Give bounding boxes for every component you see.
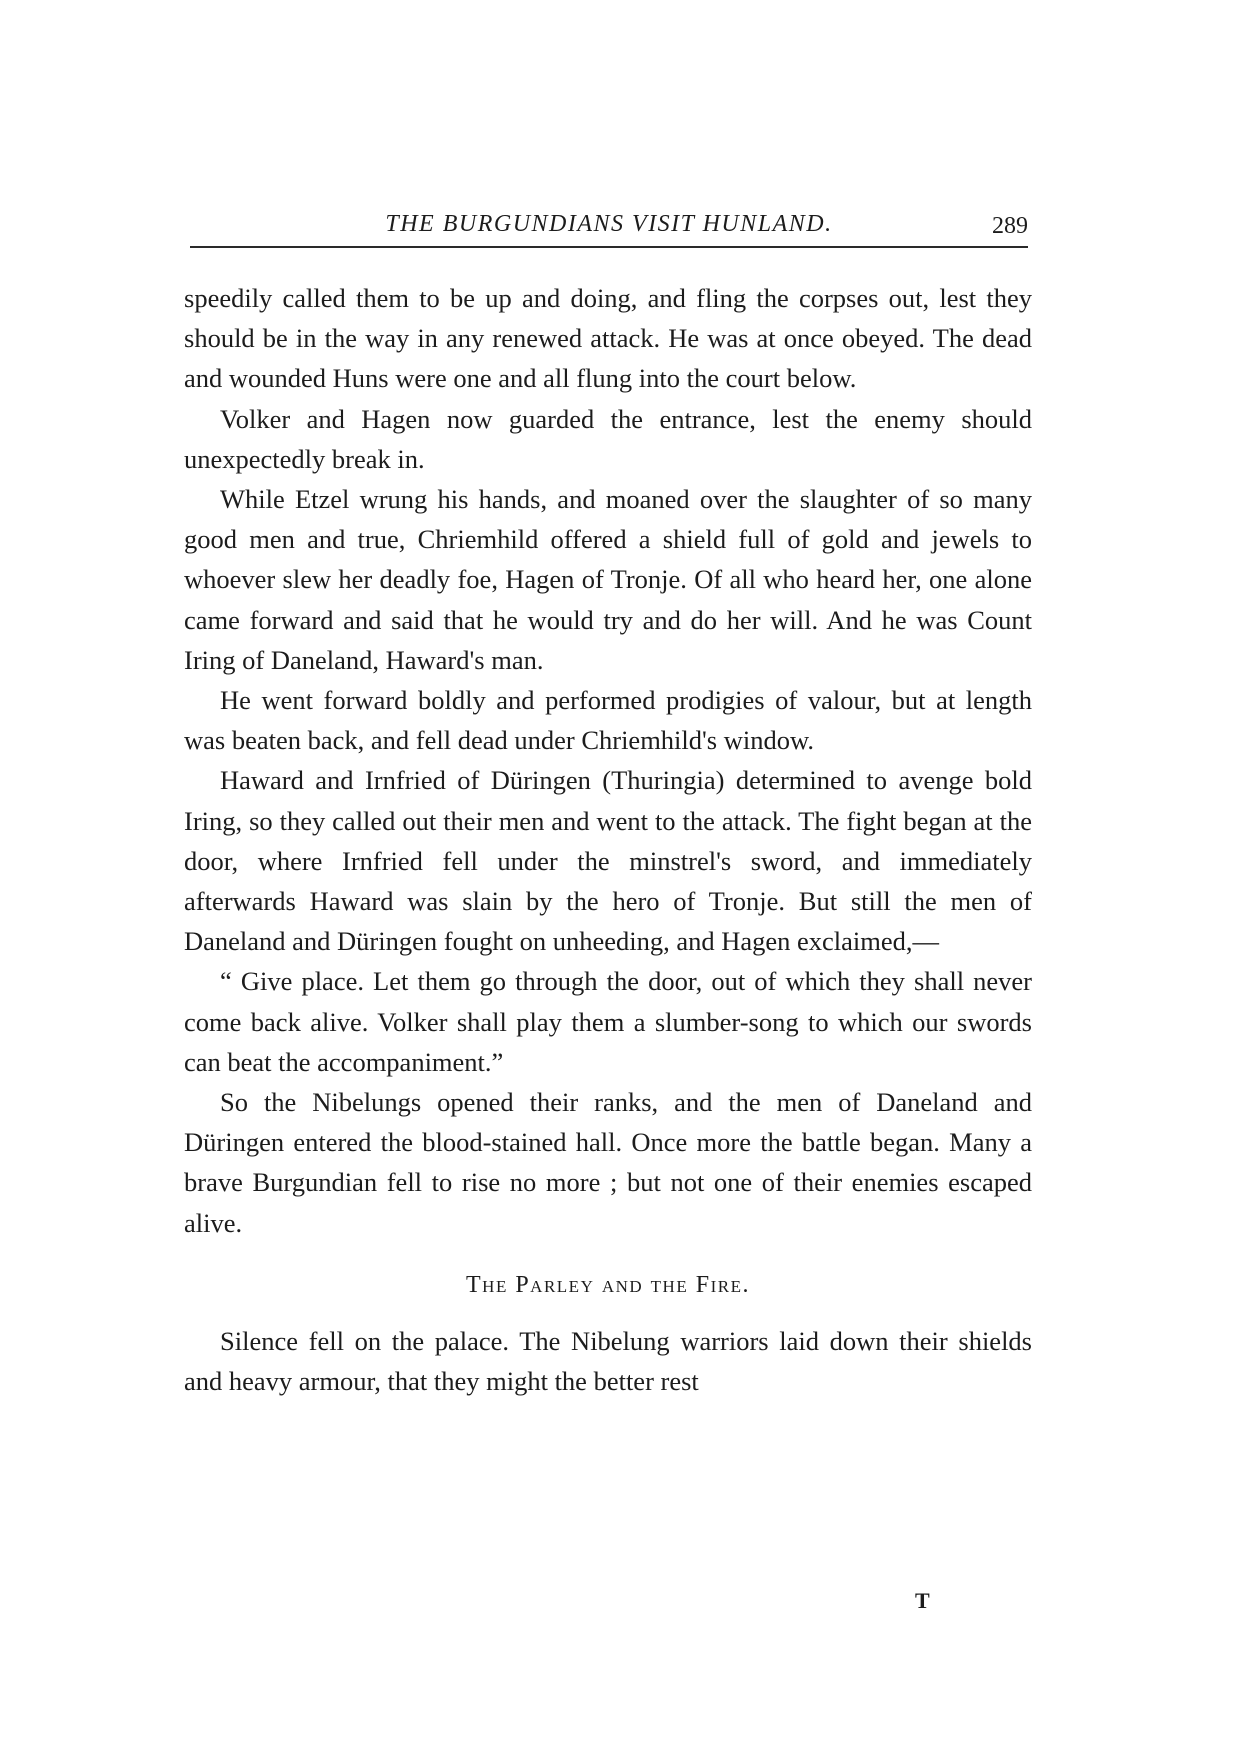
page-number: 289 — [992, 213, 1028, 239]
paragraph: Volker and Hagen now guarded the entrance, lest the enemy should unexpectedly break in. — [184, 403, 1032, 474]
paragraph: “ Give place. Let them go through the door, out of which they shall never come back alive. Volker shall play them a slumber-song to which our swords can beat the accompaniment.” — [184, 966, 1032, 1077]
paragraph: He went forward boldly and performed prodigies of valour, but at length was beaten back, and fell dead under Chriemhild's window. — [184, 685, 1032, 756]
paragraph: So the Nibelungs opened their ranks, and the men of Daneland and Düringen entered the blood-stained hall. Once more the battle began. Many a brave Burgundian fell to rise no more ; but not one of their enemies escaped alive. — [184, 1087, 1032, 1238]
paragraph: speedily called them to be up and doing, and fling the corpses out, lest they should be in the way in any renewed attack. He was at once obeyed. The dead and wounded Huns were one and all flung into the court below. — [184, 283, 1032, 394]
paragraph: Haward and Irnfried of Düringen (Thuringia) determined to avenge bold Iring, so they called out their men and went to the attack. The fight began at the door, where Irnfried fell under the minstrel's sword, and immediately afterwards Haward was slain by the hero of Tronje. But still the men of Daneland and Düringen fought on unheeding, and Hagen exclaimed,— — [184, 765, 1032, 957]
paragraph: Silence fell on the palace. The Nibelung warriors laid down their shields and heavy armour, that they might the better rest — [184, 1325, 1032, 1397]
body-text — [184, 278, 1032, 1401]
running-head — [190, 206, 1028, 242]
section-heading: The Parley and the Fire. — [466, 1271, 750, 1298]
running-title: THE BURGUNDIANS VISIT HUNLAND. — [385, 211, 833, 237]
paragraph: While Etzel wrung his hands, and moaned over the slaughter of so many good men and true, Chriemhild offered a shield full of gold and jewels to whoever slew her deadly foe, Hagen of Tronje. Of all who heard her, one alone came forward and said that he would try and do her will. And he was Count Iring of Daneland, Haward's man. — [184, 484, 1032, 675]
header-rule — [190, 246, 1028, 248]
signature-mark: T — [915, 1588, 930, 1613]
